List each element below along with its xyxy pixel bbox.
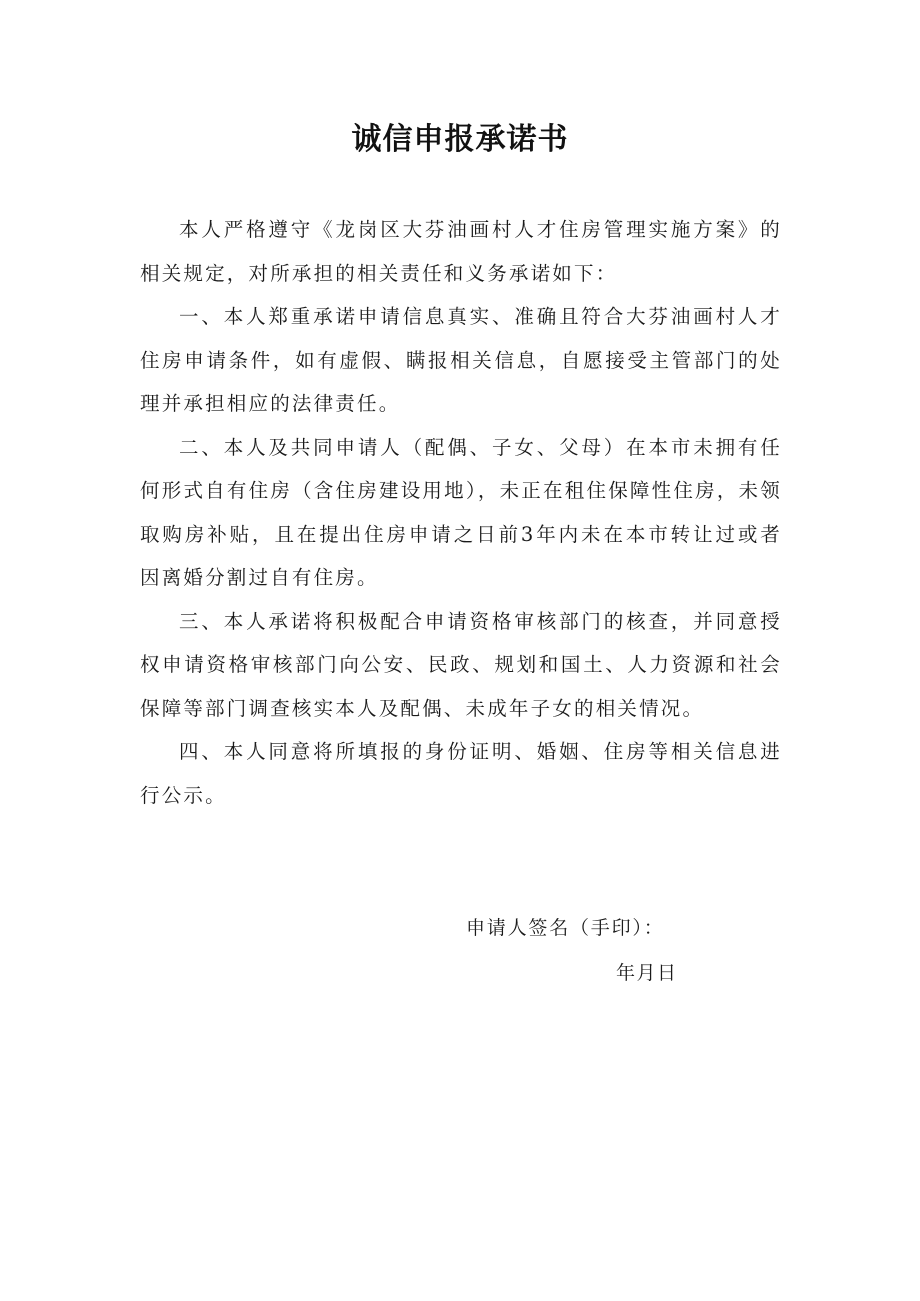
intro-paragraph: 本人严格遵守《龙岗区大芬油画村人才住房管理实施方案》的相关规定，对所承担的相关责任和义务承诺如下： bbox=[140, 218, 782, 285]
document-title: 诚信申报承诺书 bbox=[351, 122, 569, 157]
pledge-item-4: 四、本人同意将所填报的身份证明、婚姻、住房等相关信息进行公示。 bbox=[140, 740, 782, 807]
pledge-item-2: 二、本人及共同申请人（配偶、子女、父母）在本市未拥有任何形式自有住房（含住房建设用地），未正在租住保障性住房，未领取购房补贴，且在提出住房申请之日前3年内未在本市转让过或者因离婚分割过自有住房。 bbox=[140, 435, 782, 589]
pledge-item-1: 一、本人郑重承诺申请信息真实、准确且符合大芬油画村人才住房申请条件，如有虚假、瞒报相关信息，自愿接受主管部门的处理并承担相应的法律责任。 bbox=[140, 305, 782, 415]
pledge-item-3: 三、本人承诺将积极配合申请资格审核部门的核查，并同意授权申请资格审核部门向公安、民政、规划和国土、人力资源和社会保障等部门调查核实本人及配偶、未成年子女的相关情况。 bbox=[140, 609, 782, 720]
date-label: 年月日 bbox=[616, 962, 678, 984]
signature-label: 申请人签名（手印）： bbox=[466, 917, 665, 939]
document-body bbox=[140, 208, 782, 817]
